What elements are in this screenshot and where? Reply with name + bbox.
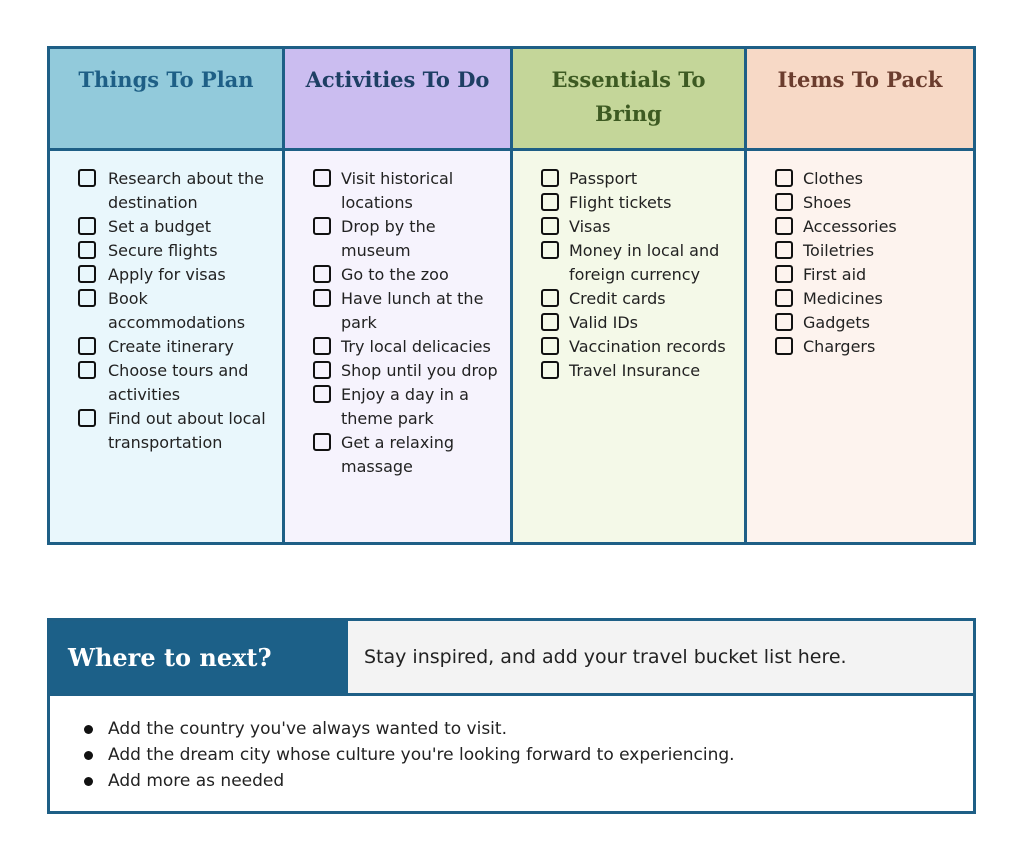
checkbox-icon[interactable] xyxy=(78,337,96,355)
column-header xyxy=(747,49,973,151)
checklist-item[interactable]: Enjoy a day in a theme park xyxy=(285,383,510,431)
checklist-item[interactable]: Go to the zoo xyxy=(285,263,510,287)
checkbox-icon[interactable] xyxy=(775,265,793,283)
bucket-subtitle: Stay inspired, and add your travel bucket list here. xyxy=(348,621,973,693)
checkbox-icon[interactable] xyxy=(541,193,559,211)
checklist-table xyxy=(47,46,976,545)
checklist-item[interactable]: Visas xyxy=(513,215,744,239)
column-title: Essentials To Bring xyxy=(551,67,706,126)
checkbox-icon[interactable] xyxy=(775,241,793,259)
checklist-item[interactable]: Gadgets xyxy=(747,311,973,335)
bucket-list-item: Add the country you've always wanted to visit. xyxy=(50,716,973,742)
column-items-to-pack xyxy=(744,49,973,542)
checkbox-icon[interactable] xyxy=(541,169,559,187)
bullet-icon xyxy=(84,777,93,786)
column-header xyxy=(285,49,510,151)
checklist-item[interactable]: Money in local and foreign currency xyxy=(513,239,744,287)
checklist-item[interactable]: Find out about local transportation xyxy=(50,407,282,455)
checklist-item[interactable]: Secure flights xyxy=(50,239,282,263)
checklist-item[interactable]: Credit cards xyxy=(513,287,744,311)
bucket-title: Where to next? xyxy=(50,621,348,693)
checklist-item[interactable]: Get a relaxing massage xyxy=(285,431,510,479)
checkbox-icon[interactable] xyxy=(775,169,793,187)
bucket-list-item: Add more as needed xyxy=(50,768,973,794)
checkbox-icon[interactable] xyxy=(78,217,96,235)
checkbox-icon[interactable] xyxy=(775,289,793,307)
checklist-item[interactable]: Have lunch at the park xyxy=(285,287,510,335)
checklist-item[interactable]: Research about the destination xyxy=(50,167,282,215)
checkbox-icon[interactable] xyxy=(78,169,96,187)
column-things-to-plan xyxy=(50,49,282,542)
checklist-item[interactable]: Shop until you drop xyxy=(285,359,510,383)
checklist-item[interactable]: Passport xyxy=(513,167,744,191)
bucket-list-section xyxy=(47,618,976,814)
checkbox-icon[interactable] xyxy=(313,265,331,283)
checkbox-icon[interactable] xyxy=(541,217,559,235)
checkbox-icon[interactable] xyxy=(541,361,559,379)
column-title: Activities To Do xyxy=(305,67,490,92)
checkbox-icon[interactable] xyxy=(78,241,96,259)
column-body xyxy=(285,151,510,542)
column-title: Items To Pack xyxy=(777,67,943,92)
checklist-item[interactable]: Create itinerary xyxy=(50,335,282,359)
checkbox-icon[interactable] xyxy=(775,193,793,211)
checkbox-icon[interactable] xyxy=(313,433,331,451)
column-essentials-to-bring xyxy=(510,49,744,542)
checklist-item[interactable]: Book accommodations xyxy=(50,287,282,335)
column-header xyxy=(513,49,744,151)
column-body xyxy=(747,151,973,542)
column-activities-to-do xyxy=(282,49,510,542)
checkbox-icon[interactable] xyxy=(313,385,331,403)
checkbox-icon[interactable] xyxy=(313,361,331,379)
checklist-item[interactable]: Medicines xyxy=(747,287,973,311)
checkbox-icon[interactable] xyxy=(541,241,559,259)
bucket-list-item: Add the dream city whose culture you're looking forward to experiencing. xyxy=(50,742,973,768)
checkbox-icon[interactable] xyxy=(78,409,96,427)
checklist-item[interactable]: Choose tours and activities xyxy=(50,359,282,407)
checklist-item[interactable]: Flight tickets xyxy=(513,191,744,215)
bucket-list xyxy=(50,696,973,794)
checkbox-icon[interactable] xyxy=(775,217,793,235)
checklist-item[interactable]: Try local delicacies xyxy=(285,335,510,359)
column-body xyxy=(50,151,282,542)
checkbox-icon[interactable] xyxy=(313,289,331,307)
checklist-item[interactable]: Apply for visas xyxy=(50,263,282,287)
checkbox-icon[interactable] xyxy=(78,289,96,307)
bucket-header xyxy=(50,621,973,696)
checklist-item[interactable]: First aid xyxy=(747,263,973,287)
bullet-icon xyxy=(84,725,93,734)
checklist-item[interactable]: Chargers xyxy=(747,335,973,359)
checklist-item[interactable]: Drop by the museum xyxy=(285,215,510,263)
checklist-item[interactable]: Visit historical locations xyxy=(285,167,510,215)
checklist-item[interactable]: Valid IDs xyxy=(513,311,744,335)
checkbox-icon[interactable] xyxy=(313,169,331,187)
checkbox-icon[interactable] xyxy=(313,337,331,355)
column-body xyxy=(513,151,744,542)
checklist-item[interactable]: Accessories xyxy=(747,215,973,239)
checkbox-icon[interactable] xyxy=(313,217,331,235)
checklist-item[interactable]: Clothes xyxy=(747,167,973,191)
column-title: Things To Plan xyxy=(78,67,254,92)
checkbox-icon[interactable] xyxy=(78,265,96,283)
column-header xyxy=(50,49,282,151)
checkbox-icon[interactable] xyxy=(541,313,559,331)
bullet-icon xyxy=(84,751,93,760)
checklist-item[interactable]: Vaccination records xyxy=(513,335,744,359)
checklist-item[interactable]: Set a budget xyxy=(50,215,282,239)
checkbox-icon[interactable] xyxy=(541,337,559,355)
checklist-item[interactable]: Travel Insurance xyxy=(513,359,744,383)
checklist-item[interactable]: Shoes xyxy=(747,191,973,215)
checkbox-icon[interactable] xyxy=(775,313,793,331)
checkbox-icon[interactable] xyxy=(775,337,793,355)
checkbox-icon[interactable] xyxy=(78,361,96,379)
checklist-item[interactable]: Toiletries xyxy=(747,239,973,263)
checkbox-icon[interactable] xyxy=(541,289,559,307)
